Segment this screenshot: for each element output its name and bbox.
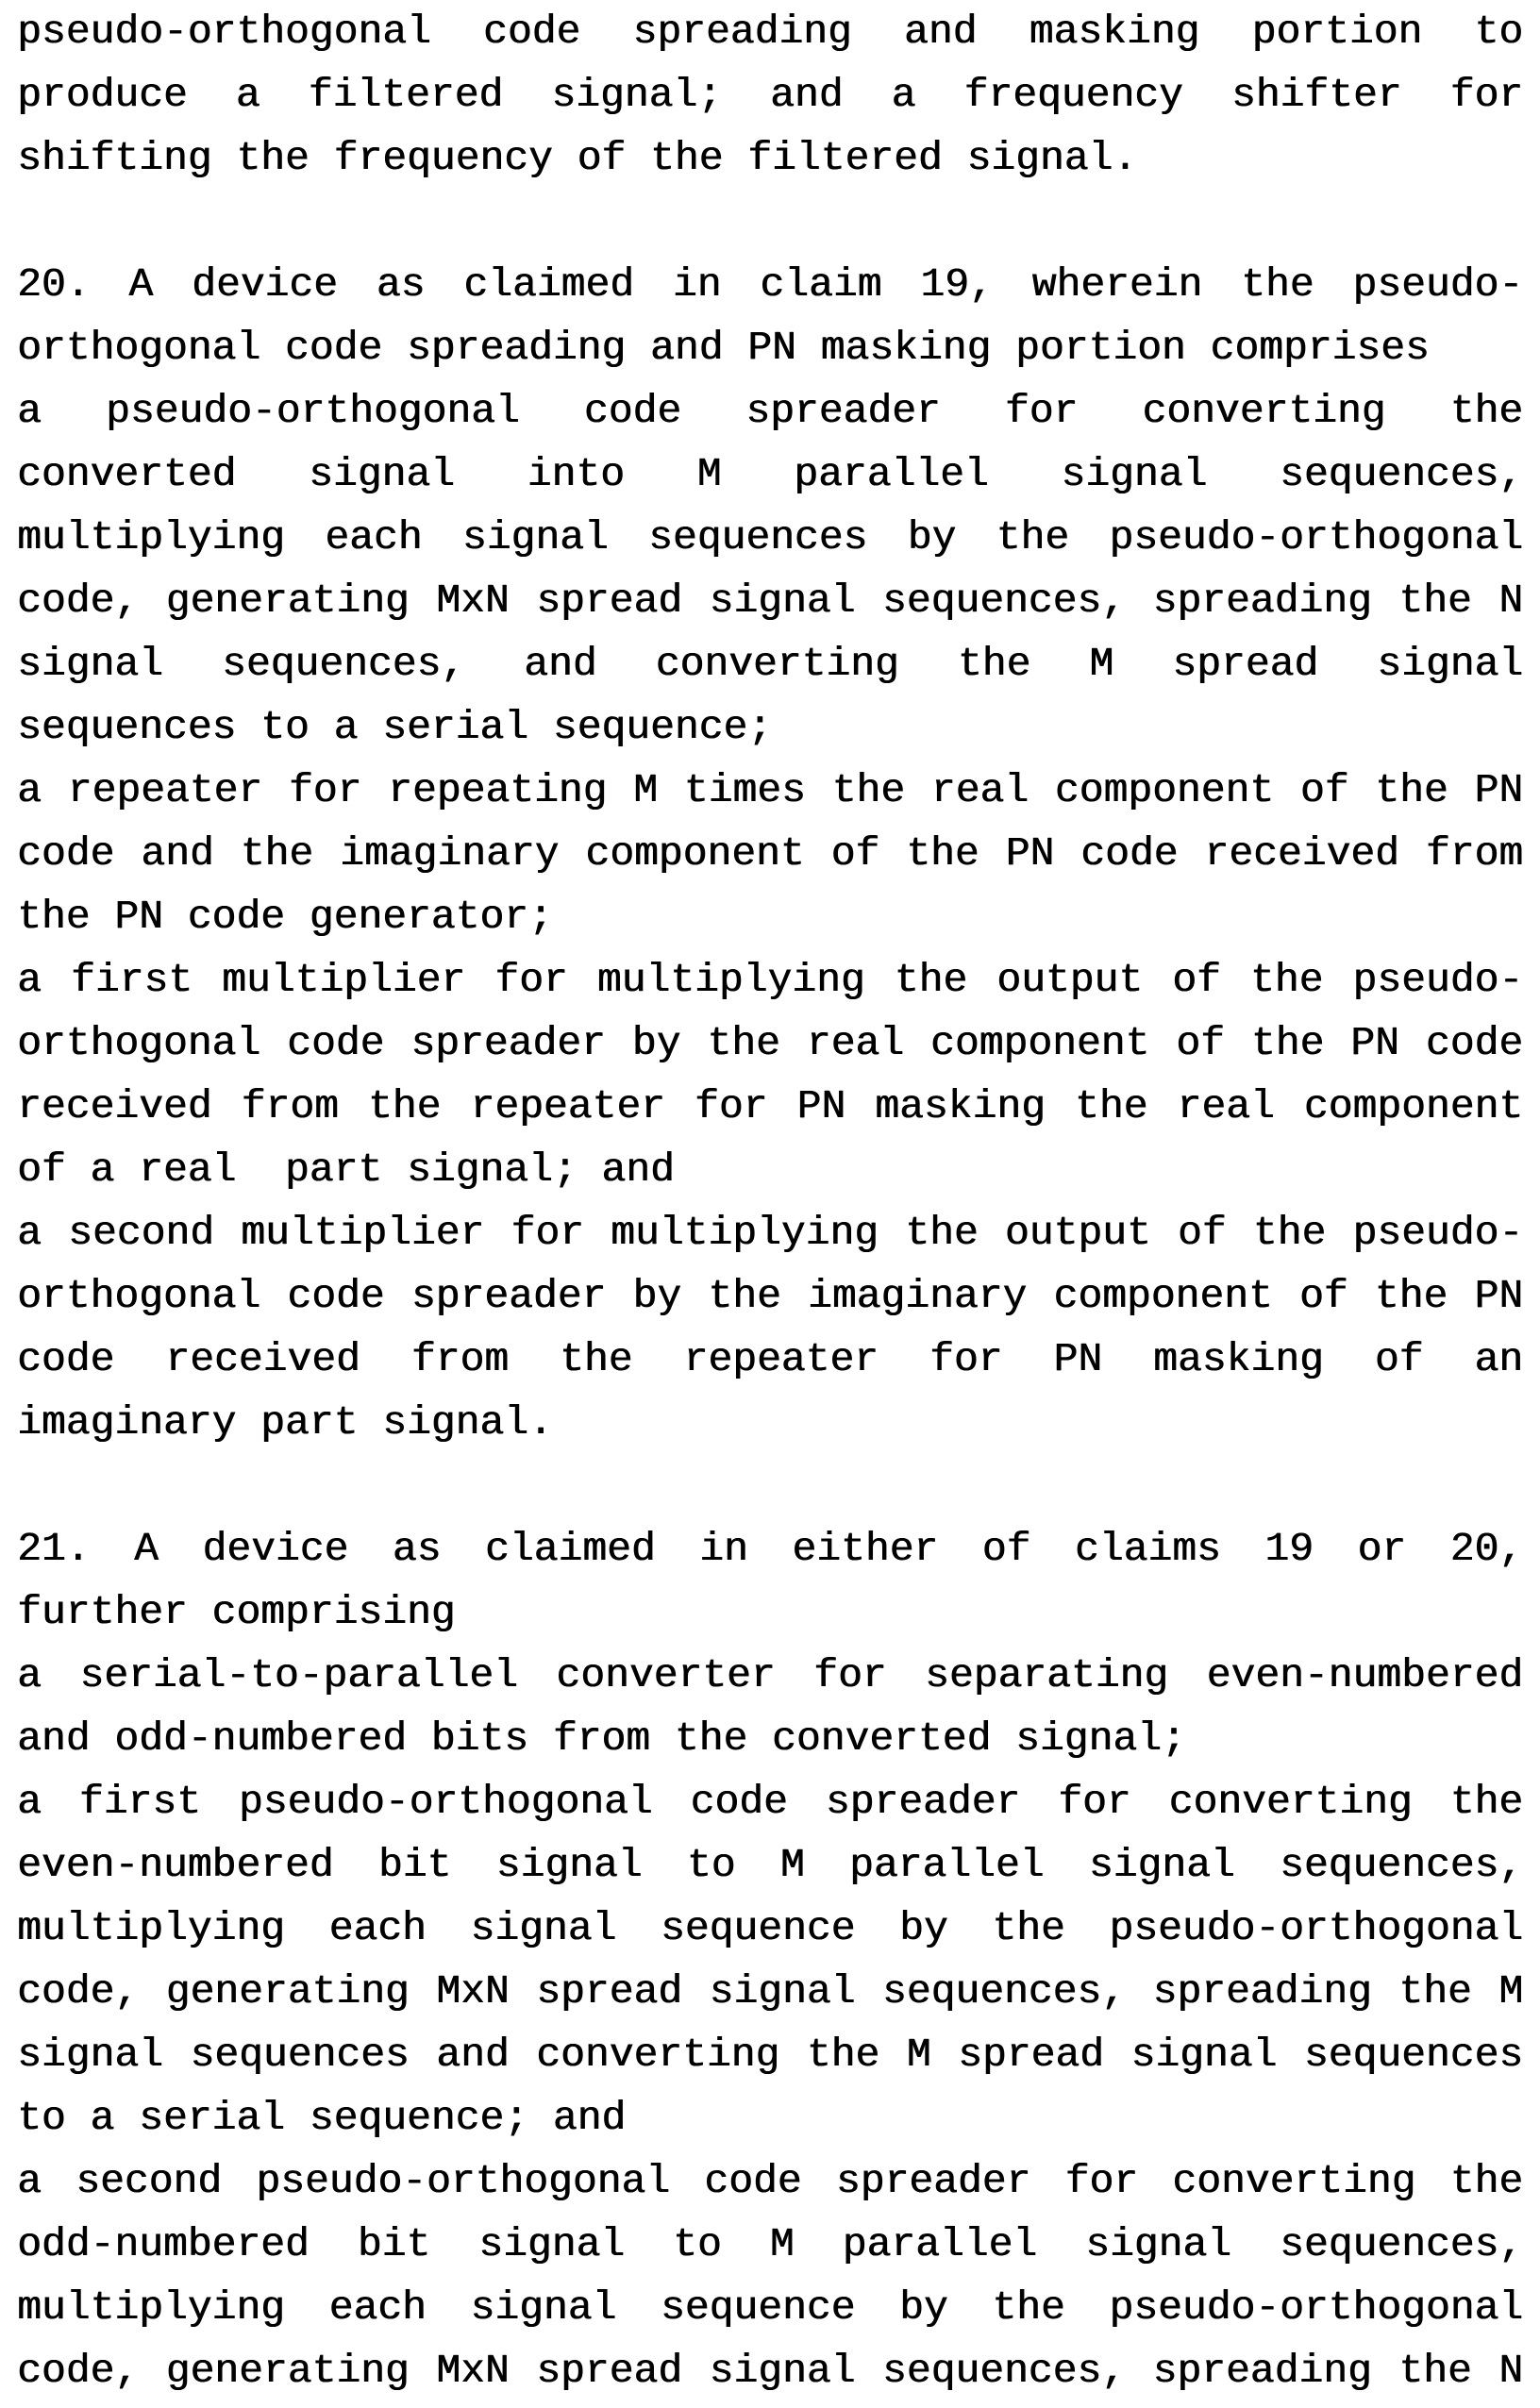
text-line: code, generating MxN spread signal sequences, spreading the N [17, 577, 1523, 624]
text-line: a second multiplier for multiplying the output of the pseudo- [17, 1210, 1523, 1256]
text-line: orthogonal code spreader by the imaginary component of the PN [17, 1273, 1523, 1319]
text-line: produce a filtered signal; and a frequency shifter for [17, 72, 1523, 118]
text-line: code, generating MxN spread signal sequences, spreading the M [17, 1968, 1523, 2015]
text-line: odd-numbered bit signal to M parallel signal sequences, [17, 2221, 1523, 2267]
text-line: sequences to a serial sequence; [17, 704, 772, 750]
text-line: pseudo-orthogonal code spreading and masking portion to [17, 8, 1523, 55]
text-line: code, generating MxN spread signal sequences, spreading the N [17, 2348, 1523, 2394]
text-line: and odd-numbered bits from the converted signal; [17, 1715, 1186, 1762]
text-line: a serial-to-parallel converter for separating even-numbered [17, 1652, 1523, 1698]
text-line: shifting the frequency of the filtered signal. [17, 135, 1137, 181]
text-line: multiplying each signal sequence by the pseudo-orthogonal [17, 1905, 1523, 1951]
blank-line [17, 1454, 1523, 1517]
text-line: signal sequences, and converting the M spread signal [17, 641, 1523, 687]
text-line: a repeater for repeating M times the real component of the PN [17, 767, 1523, 813]
text-line: multiplying each signal sequence by the pseudo-orthogonal [17, 2284, 1523, 2331]
text-line: code and the imaginary component of the PN code received from [17, 830, 1523, 877]
text-line: 20. A device as claimed in claim 19, wherein the pseudo- [17, 261, 1523, 308]
text-line: of a real part signal; and [17, 1146, 675, 1193]
text-line: a first multiplier for multiplying the output of the pseudo- [17, 957, 1523, 1003]
blank-line [17, 190, 1523, 253]
claims-text-block [17, 0, 1523, 2402]
text-line: imaginary part signal. [17, 1399, 553, 1446]
text-line: even-numbered bit signal to M parallel signal sequences, [17, 1842, 1523, 1888]
text-line: a first pseudo-orthogonal code spreader for converting the [17, 1779, 1523, 1825]
text-line: code received from the repeater for PN masking of an [17, 1336, 1523, 1382]
text-line: signal sequences and converting the M spread signal sequences [17, 2032, 1523, 2078]
text-line: converted signal into M parallel signal sequences, [17, 451, 1523, 497]
text-line: orthogonal code spreader by the real component of the PN code [17, 1020, 1523, 1066]
text-line: orthogonal code spreading and PN masking portion comprises [17, 325, 1430, 371]
text-line: further comprising [17, 1589, 456, 1635]
text-line: 21. A device as claimed in either of claims 19 or 20, [17, 1526, 1523, 1572]
text-line: a second pseudo-orthogonal code spreader for converting the [17, 2158, 1523, 2204]
text-line: multiplying each signal sequences by the pseudo-orthogonal [17, 514, 1523, 560]
text-line: to a serial sequence; and [17, 2095, 627, 2141]
text-line: the PN code generator; [17, 894, 553, 940]
text-line: a pseudo-orthogonal code spreader for converting the [17, 388, 1523, 434]
text-line: received from the repeater for PN masking the real component [17, 1083, 1523, 1129]
